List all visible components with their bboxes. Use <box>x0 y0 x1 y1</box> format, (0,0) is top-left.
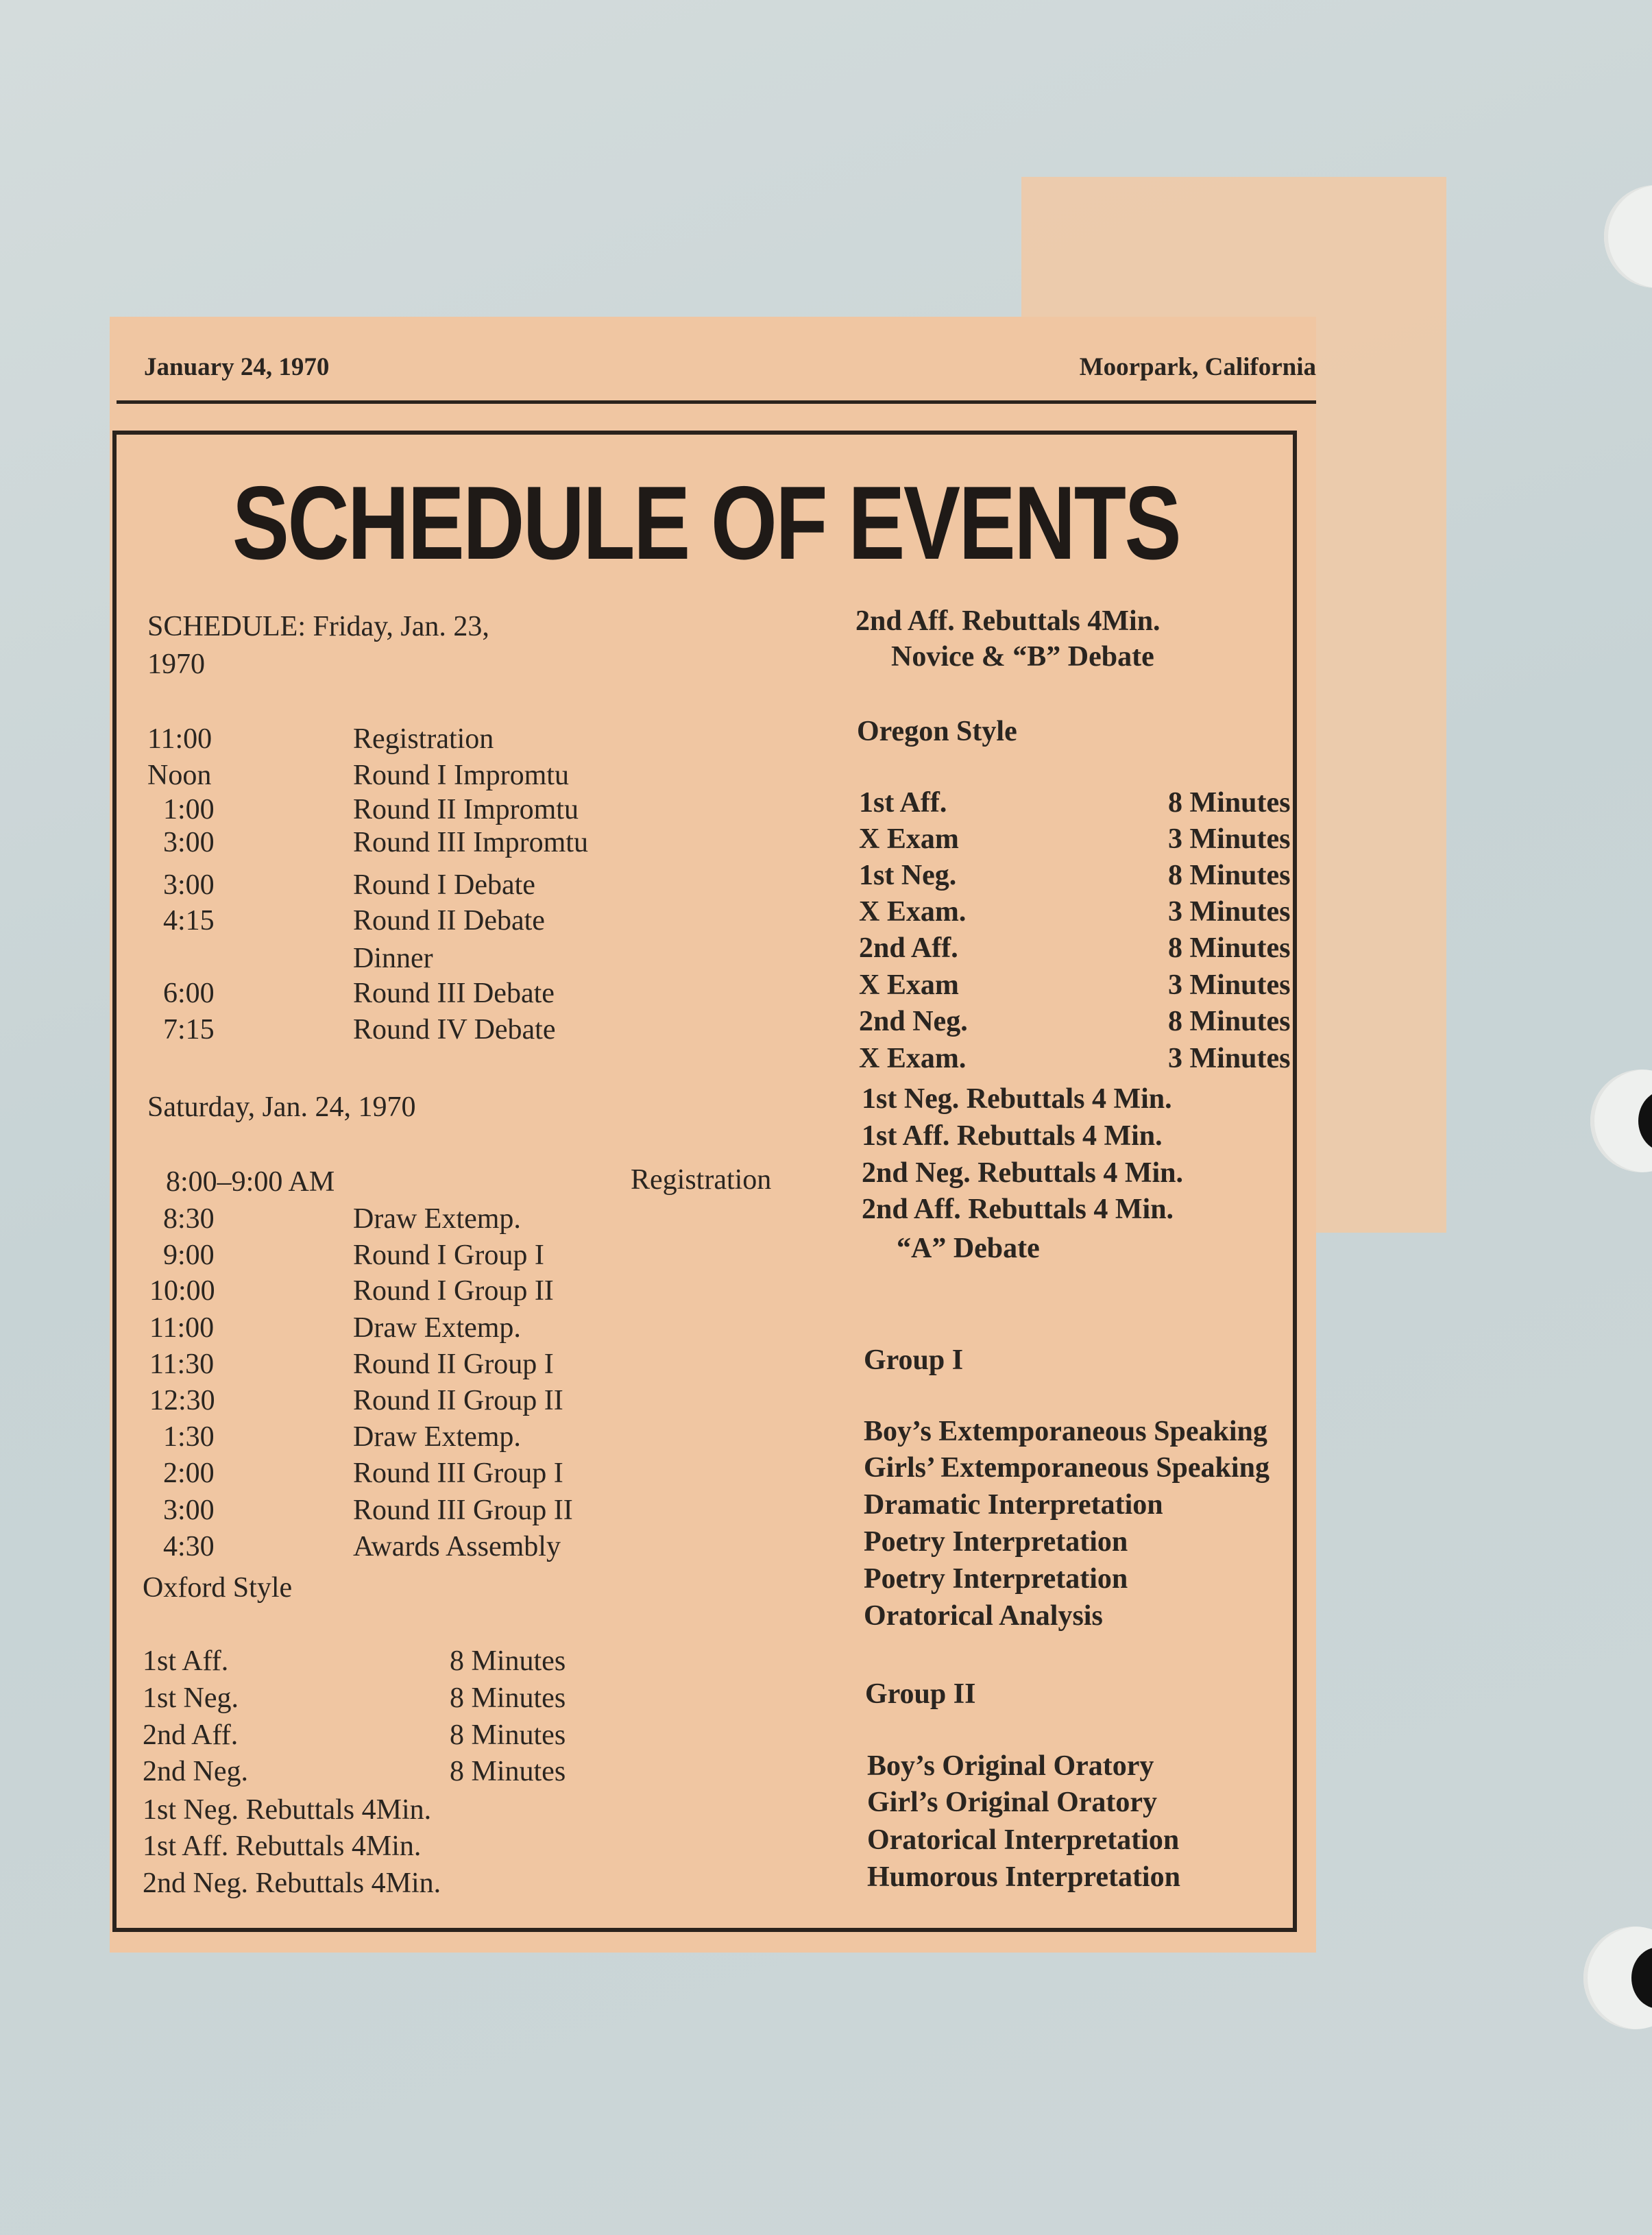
oregon-speaker: X Exam <box>859 823 959 855</box>
saturday-time: 12:30 <box>149 1385 215 1416</box>
friday-event: Round II Impromtu <box>353 794 579 825</box>
saturday-time: 1:30 <box>163 1421 215 1453</box>
oregon-duration: 3 Minutes <box>1168 896 1291 928</box>
saturday-time: 8:00–9:00 AM <box>166 1166 335 1198</box>
saturday-event: Draw Extemp. <box>353 1421 521 1453</box>
saturday-time: 11:30 <box>149 1349 215 1380</box>
oregon-rebuttal: 1st Neg. Rebuttals 4 Min. <box>862 1083 1172 1115</box>
friday-time: 11:00 <box>147 723 212 755</box>
friday-event: Round IV Debate <box>353 1014 556 1046</box>
group1-event: Boy’s Extemporaneous Speaking <box>864 1416 1267 1447</box>
group1-event: Poetry Interpretation <box>864 1526 1128 1558</box>
saturday-time: 4:30 <box>163 1531 215 1562</box>
friday-time: 6:00 <box>163 978 215 1009</box>
oregon-rebuttal: 1st Aff. Rebuttals 4 Min. <box>862 1120 1163 1152</box>
oregon-heading: Oregon Style <box>857 716 1017 747</box>
oxford-duration: 8 Minutes <box>450 1719 566 1751</box>
oxford-speaker: 1st Neg. <box>143 1682 239 1714</box>
oregon-speaker: 2nd Aff. <box>859 932 958 964</box>
saturday-time: 11:00 <box>149 1312 215 1344</box>
oregon-duration: 3 Minutes <box>1168 1043 1291 1074</box>
oregon-duration: 3 Minutes <box>1168 969 1291 1001</box>
saturday-time: 3:00 <box>163 1495 215 1526</box>
saturday-event: Awards Assembly <box>353 1531 561 1562</box>
oregon-speaker: X Exam. <box>859 1043 967 1074</box>
oregon-speaker: 1st Aff. <box>859 787 947 819</box>
oxford-duration: 8 Minutes <box>450 1682 566 1714</box>
oregon-duration: 3 Minutes <box>1168 823 1291 855</box>
friday-event: Round III Debate <box>353 978 555 1009</box>
friday-time: 3:00 <box>163 827 215 858</box>
oxford-rebuttal: 1st Neg. Rebuttals 4Min. <box>143 1794 432 1826</box>
oregon-duration: 8 Minutes <box>1168 860 1291 891</box>
group1-event: Dramatic Interpretation <box>864 1489 1163 1521</box>
saturday-event: Draw Extemp. <box>353 1203 521 1235</box>
oxford-speaker: 2nd Neg. <box>143 1756 248 1787</box>
oxford-speaker: 2nd Aff. <box>143 1719 239 1751</box>
friday-event: Round II Debate <box>353 905 545 937</box>
saturday-event: Round III Group II <box>353 1495 573 1526</box>
oregon-duration: 8 Minutes <box>1168 787 1291 819</box>
friday-time: Noon <box>147 760 212 791</box>
friday-time: 3:00 <box>163 869 215 901</box>
friday-event: Registration <box>353 723 494 755</box>
oregon-speaker: 2nd Neg. <box>859 1006 968 1037</box>
article-title: SCHEDULE OF EVENTS <box>232 465 1180 581</box>
friday-event: Dinner <box>353 943 433 974</box>
group2-event: Boy’s Original Oratory <box>867 1750 1154 1782</box>
saturday-event: Draw Extemp. <box>353 1312 521 1344</box>
a-debate-note: “A” Debate <box>897 1233 1040 1264</box>
friday-heading-year: 1970 <box>147 649 205 680</box>
saturday-event: Registration <box>631 1164 772 1196</box>
novice-debate-note: Novice & “B” Debate <box>891 641 1154 673</box>
saturday-time: 10:00 <box>149 1275 215 1307</box>
oregon-speaker: 1st Neg. <box>859 860 957 891</box>
saturday-heading: Saturday, Jan. 24, 1970 <box>147 1091 416 1123</box>
friday-time: 1:00 <box>163 794 215 825</box>
friday-time: 7:15 <box>163 1014 215 1046</box>
oxford-duration: 8 Minutes <box>450 1645 566 1677</box>
oxford-speaker: 1st Aff. <box>143 1645 229 1677</box>
group2-event: Humorous Interpretation <box>867 1861 1180 1893</box>
oregon-rebuttal: 2nd Neg. Rebuttals 4 Min. <box>862 1157 1184 1189</box>
friday-event: Round I Debate <box>353 869 535 901</box>
oregon-duration: 8 Minutes <box>1168 1006 1291 1037</box>
group2-heading: Group II <box>865 1678 976 1710</box>
oregon-speaker: X Exam <box>859 969 959 1001</box>
oregon-duration: 8 Minutes <box>1168 932 1291 964</box>
oregon-speaker: X Exam. <box>859 896 967 928</box>
group1-event: Poetry Interpretation <box>864 1563 1128 1595</box>
friday-event: Round I Impromtu <box>353 760 569 791</box>
aff-rebuttal: 2nd Aff. Rebuttals 4Min. <box>855 605 1161 637</box>
group1-event: Oratorical Analysis <box>864 1600 1103 1632</box>
friday-heading: SCHEDULE: Friday, Jan. 23, <box>147 611 489 642</box>
oxford-rebuttal: 1st Aff. Rebuttals 4Min. <box>143 1831 422 1862</box>
masthead-date: January 24, 1970 <box>144 353 330 381</box>
masthead <box>144 352 1316 387</box>
saturday-event: Round II Group II <box>353 1385 563 1416</box>
friday-event: Round III Impromtu <box>353 827 588 858</box>
saturday-time: 2:00 <box>163 1458 215 1489</box>
group2-event: Oratorical Interpretation <box>867 1824 1180 1856</box>
saturday-event: Round I Group II <box>353 1275 554 1307</box>
saturday-time: 8:30 <box>163 1203 215 1235</box>
saturday-time: 9:00 <box>163 1240 215 1271</box>
group1-heading: Group I <box>864 1344 964 1376</box>
oxford-duration: 8 Minutes <box>450 1756 566 1787</box>
oxford-rebuttal: 2nd Neg. Rebuttals 4Min. <box>143 1868 441 1899</box>
oregon-rebuttal: 2nd Aff. Rebuttals 4 Min. <box>862 1194 1174 1225</box>
masthead-location: Moorpark, California <box>1079 353 1316 381</box>
saturday-event: Round I Group I <box>353 1240 544 1271</box>
group1-event: Girls’ Extemporaneous Speaking <box>864 1452 1270 1484</box>
saturday-event: Round II Group I <box>353 1349 554 1380</box>
friday-time: 4:15 <box>163 905 215 937</box>
masthead-rule <box>117 400 1316 404</box>
saturday-event: Round III Group I <box>353 1458 563 1489</box>
group2-event: Girl’s Original Oratory <box>867 1787 1158 1818</box>
oxford-heading: Oxford Style <box>143 1572 293 1604</box>
